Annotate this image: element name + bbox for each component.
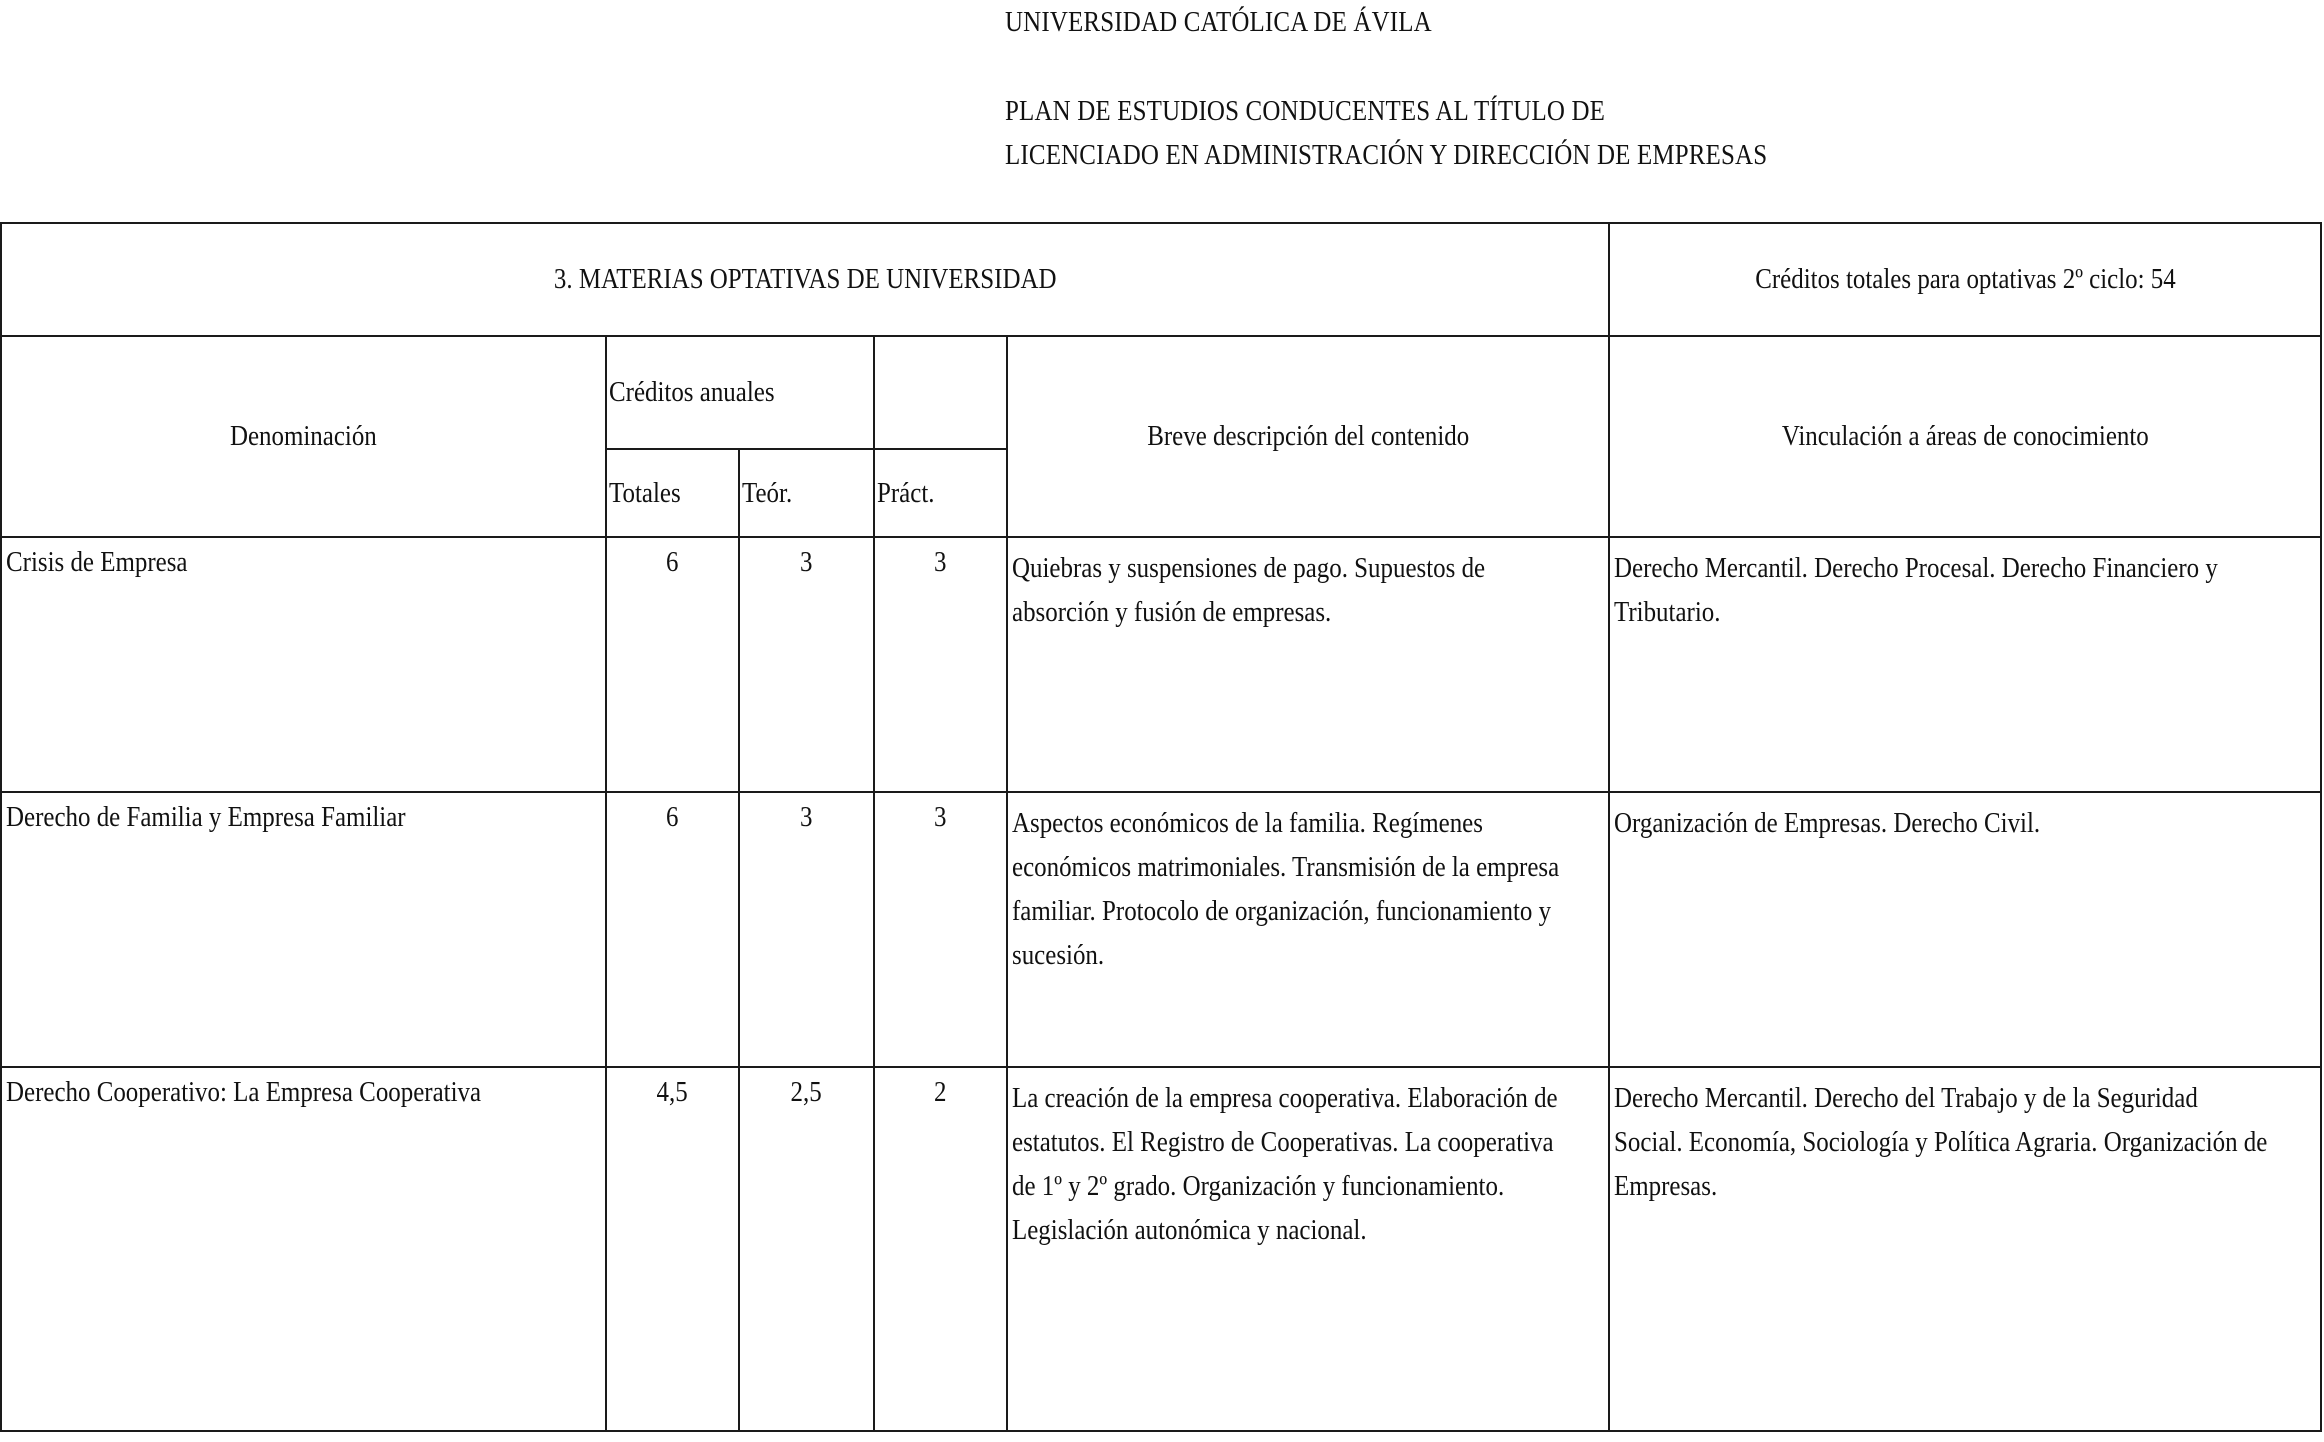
row-denominacion: Derecho de Familia y Empresa Familiar [1, 792, 606, 1067]
header-vinculacion [1609, 336, 2321, 537]
plan-title-line-1: PLAN DE ESTUDIOS CONDUCENTES AL TÍTULO DE [1005, 95, 1606, 127]
header-descripcion-label: Breve descripción del contenido [1146, 420, 1470, 452]
row-totales: 6 [606, 537, 739, 792]
row-vinculacion: Organización de Empresas. Derecho Civil. [1609, 792, 2321, 1067]
row-pract: 3 [874, 792, 1007, 1067]
row-teor: 3 [739, 792, 874, 1067]
header-denominacion-label: Denominación [230, 420, 377, 452]
row-teor: 3 [739, 537, 874, 792]
header-totales [606, 449, 739, 537]
section-title-cell [1, 223, 1609, 336]
row-totales: 4,5 [606, 1067, 739, 1431]
section-title: 3. MATERIAS OPTATIVAS DE UNIVERSIDAD [553, 263, 1057, 295]
row-descripcion: La creación de la empresa cooperativa. Elaboración de estatutos. El Registro de Cooperativas. La cooperativa de 1º y 2º grado. Organización y funcionamiento. Legislación autonómica y nacional. [1007, 1067, 1609, 1431]
header-row-1 [1, 336, 2321, 449]
row-pract: 3 [874, 537, 1007, 792]
row-teor: 2,5 [739, 1067, 874, 1431]
header-teor [739, 449, 874, 537]
university-name: UNIVERSIDAD CATÓLICA DE ÁVILA [1005, 6, 1432, 38]
row-pract: 2 [874, 1067, 1007, 1431]
header-vinculacion-label: Vinculación a áreas de conocimiento [1781, 420, 2149, 452]
plan-title-line-2: LICENCIADO EN ADMINISTRACIÓN Y DIRECCIÓN DE EMPRESAS [1005, 139, 1768, 171]
header-denominacion [1, 336, 606, 537]
header-pract [874, 449, 1007, 537]
row-descripcion: Quiebras y suspensiones de pago. Supuestos de absorción y fusión de empresas. [1007, 537, 1609, 792]
table-row [1, 537, 2321, 792]
row-descripcion: Aspectos económicos de la familia. Regímenes económicos matrimoniales. Transmisión de la empresa familiar. Protocolo de organización, funcionamiento y sucesión. [1007, 792, 1609, 1067]
row-denominacion: Crisis de Empresa [1, 537, 606, 792]
total-credits-cell [1609, 223, 2321, 336]
header-empty-cell [874, 336, 1007, 449]
header-creditos-anuales [606, 336, 874, 449]
total-credits: Créditos totales para optativas 2º ciclo: 54 [1754, 263, 2176, 295]
row-denominacion: Derecho Cooperativo: La Empresa Cooperativa [1, 1067, 606, 1431]
optional-subjects-table [0, 222, 2322, 1432]
header-creditos-anuales-label: Créditos anuales [609, 376, 775, 408]
header-pract-label: Práct. [877, 476, 935, 509]
row-totales: 6 [606, 792, 739, 1067]
table-row [1, 1067, 2321, 1431]
row-vinculacion: Derecho Mercantil. Derecho del Trabajo y de la Seguridad Social. Economía, Sociología y Política Agraria. Organización de Empresas. [1609, 1067, 2321, 1431]
section-title-row [1, 223, 2321, 336]
table-row [1, 792, 2321, 1067]
header-descripcion [1007, 336, 1609, 537]
document-header [1005, 0, 2037, 177]
header-teor-label: Teór. [742, 476, 793, 509]
row-vinculacion: Derecho Mercantil. Derecho Procesal. Derecho Financiero y Tributario. [1609, 537, 2321, 792]
header-totales-label: Totales [609, 476, 681, 509]
